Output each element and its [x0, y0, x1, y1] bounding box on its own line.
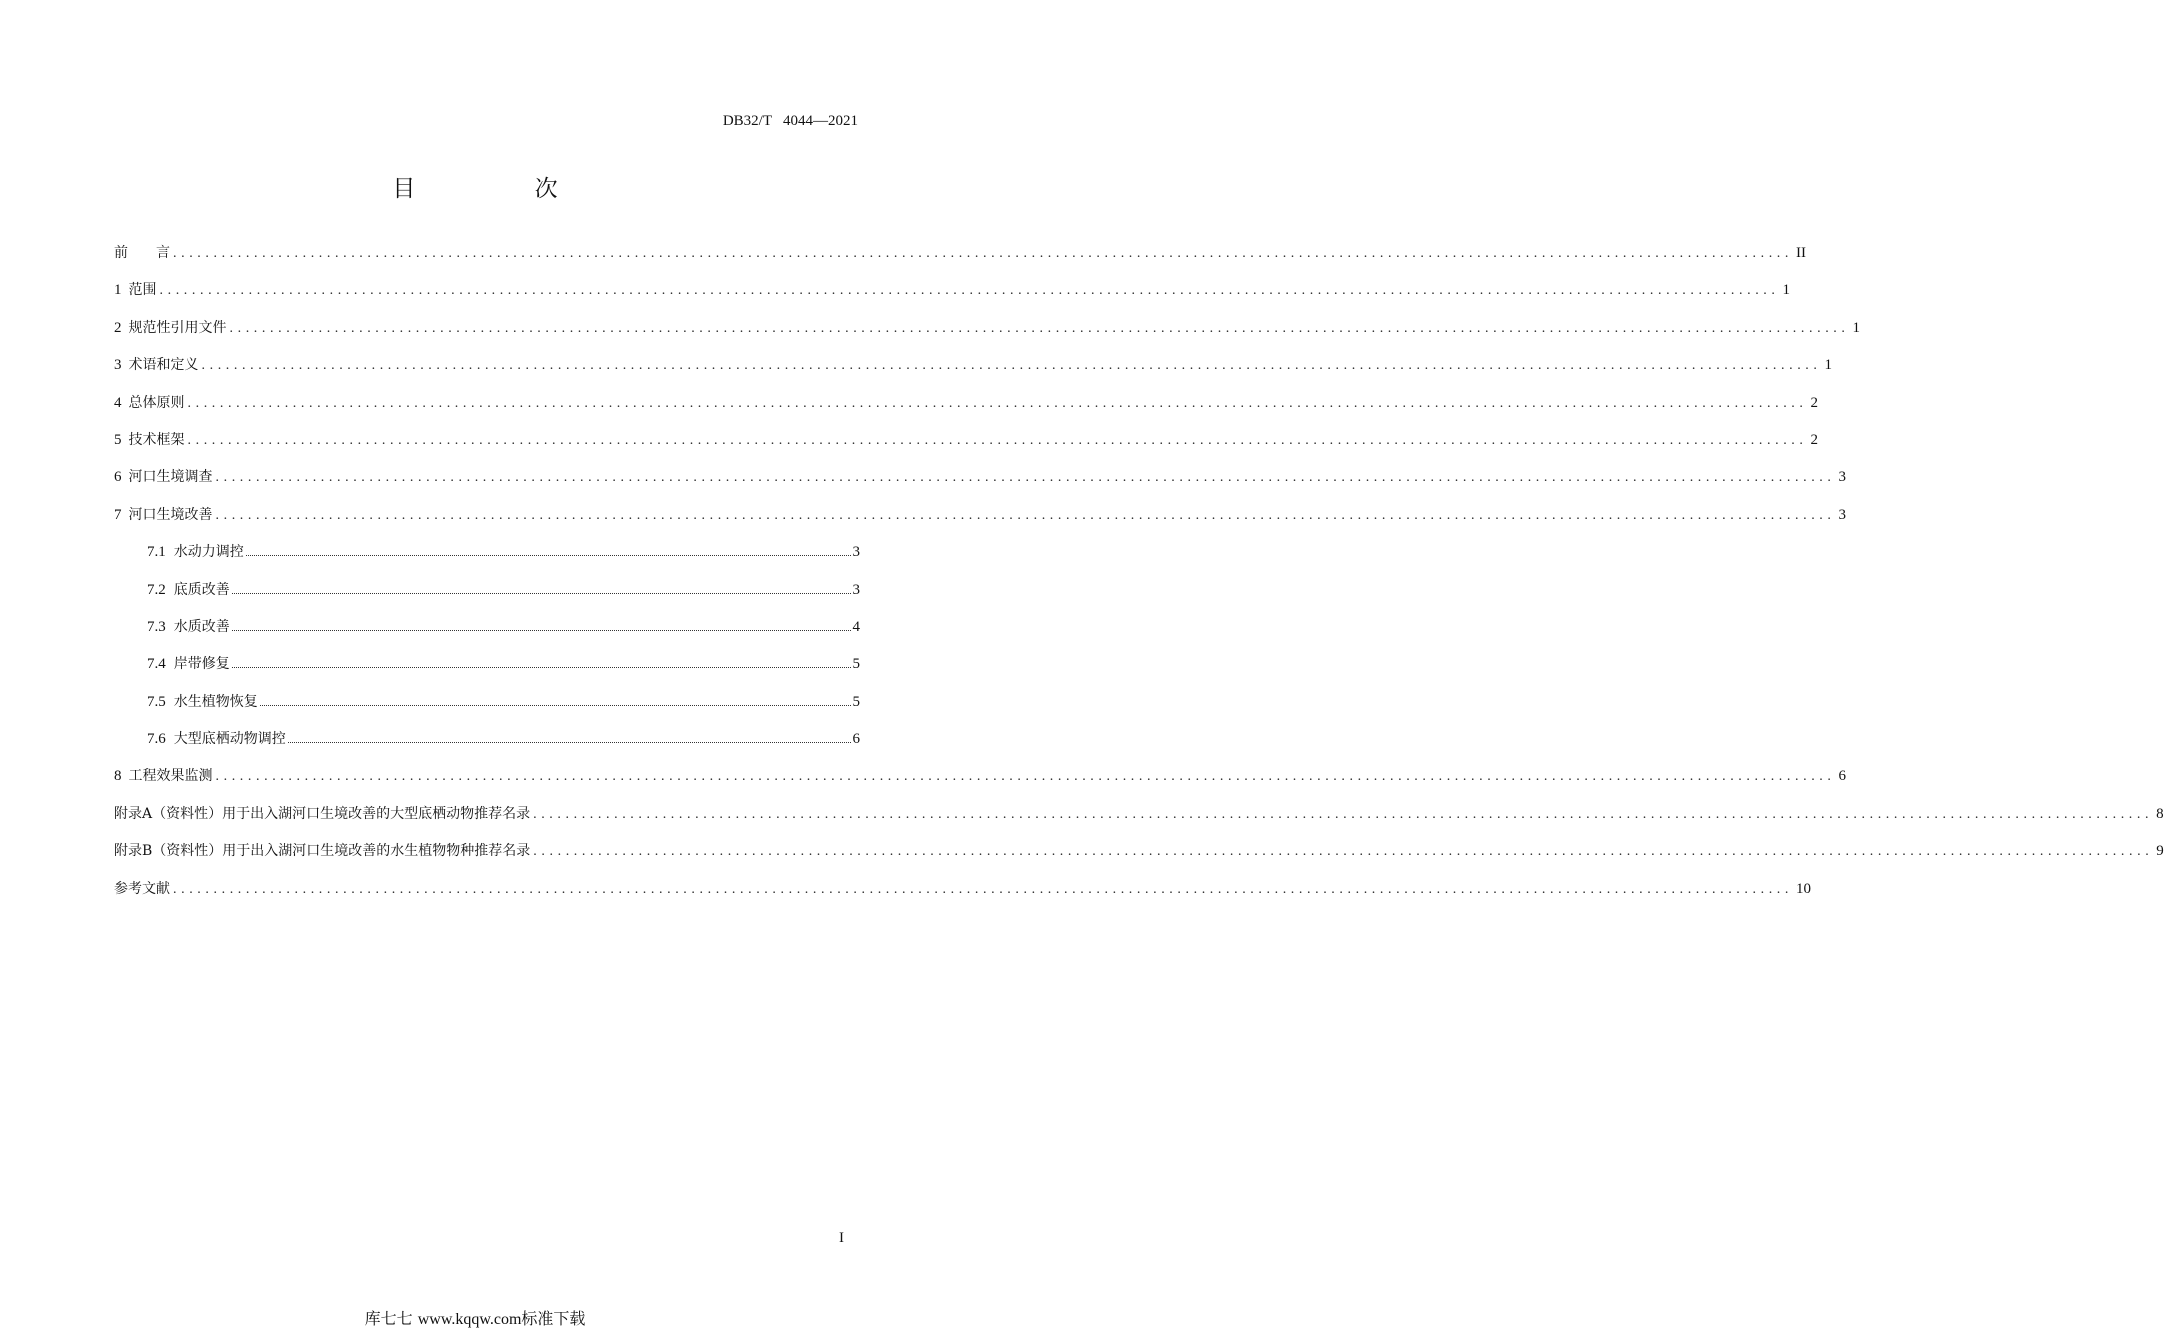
toc-entry-label: 水质改善	[173, 618, 230, 635]
toc-entry-page: 3	[852, 544, 860, 561]
toc-entry-page: 1	[1782, 282, 1790, 299]
toc-dot-leader: ........................................................................................................................................................................................................	[533, 844, 2154, 860]
toc-entry-page: 3	[1838, 469, 1846, 486]
toc-dot-leader: ........................................................................................................................................................................................................	[187, 395, 1808, 411]
toc-entry-label: 水生植物恢复	[173, 693, 258, 710]
toc-entry[interactable]	[114, 728, 860, 765]
toc-entry-number: 4	[114, 394, 122, 411]
toc-entry[interactable]	[114, 392, 1818, 429]
toc-entry-label: 前 言	[114, 245, 170, 261]
footer-suffix: 标准下载	[521, 1309, 586, 1328]
toc-entry-page: 6	[852, 731, 860, 748]
footer-site-name: 库七七	[364, 1309, 413, 1328]
toc-entry-label: 岸带修复	[173, 656, 230, 673]
toc-entry-number: 5	[114, 431, 122, 448]
toc-entry-label: 底质改善	[173, 581, 230, 598]
toc-dot-leader: ........................................................................................................................................................................................................	[187, 432, 1808, 448]
toc-dot-leader: ........................................................................................................................................................................................................	[533, 806, 2154, 822]
toc-entry-page: 6	[1838, 768, 1846, 785]
footer-url[interactable]: www.kqqw.com	[417, 1311, 522, 1328]
toc-entry[interactable]	[114, 429, 1818, 466]
toc-dot-leader: ........................................................................................................................................................................................................	[215, 769, 1836, 785]
toc-entry-number: 7.2	[147, 581, 166, 598]
toc-entry-label: 技术框架	[128, 431, 185, 448]
toc-entry[interactable]	[114, 691, 860, 728]
toc-entry-number: 3	[114, 357, 122, 374]
toc-title: 目 次	[392, 176, 614, 202]
toc-dot-leader	[246, 550, 851, 556]
toc-dot-leader: ........................................................................................................................................................................................................	[215, 470, 1836, 486]
toc-entry-page: 5	[852, 656, 860, 673]
toc-entry[interactable]	[114, 466, 1846, 503]
toc-entry-number: 7.3	[147, 618, 166, 635]
toc-entry-page: 1	[1824, 357, 1832, 374]
toc-dot-leader: ........................................................................................................................................................................................................	[159, 283, 1780, 299]
toc-dot-leader	[232, 588, 851, 594]
toc-entry-number: 7	[114, 506, 122, 523]
toc-entry-page: 9	[2156, 843, 2164, 860]
toc-entry-page: 2	[1810, 431, 1818, 448]
toc-entry[interactable]	[114, 878, 1811, 915]
toc-entry-label: 总体原则	[128, 394, 185, 411]
toc-dot-leader: ........................................................................................................................................................................................................	[201, 358, 1822, 374]
toc-entry-label: 范围	[128, 282, 157, 299]
toc-entry-page: 2	[1810, 394, 1818, 411]
toc-entry-label: 河口生境改善	[128, 506, 213, 523]
toc-entry-label: 术语和定义	[128, 357, 199, 374]
toc-dot-leader	[232, 662, 851, 668]
toc-dot-leader	[288, 737, 851, 743]
toc-entry[interactable]	[114, 803, 2164, 840]
toc-entry-label: 水动力调控	[173, 544, 244, 561]
toc-entry-page: 1	[1852, 319, 1860, 336]
toc-entry-number: 6	[114, 469, 122, 486]
document-code: DB32/T 4044—2021	[722, 113, 858, 129]
toc-entry-page: 4	[852, 618, 860, 635]
toc-entry[interactable]	[114, 504, 1846, 541]
toc-entry-number: 7.4	[147, 656, 166, 673]
toc-entry-page: 10	[1796, 880, 1811, 897]
toc-entry[interactable]	[114, 616, 860, 653]
toc-entry-page: 5	[852, 693, 860, 710]
toc-entry[interactable]	[114, 317, 1860, 354]
toc-entry[interactable]	[114, 279, 1790, 316]
toc-entry[interactable]	[114, 840, 2164, 877]
toc-entry-number: 1	[114, 282, 122, 299]
page-number: I	[839, 1230, 844, 1246]
toc-dot-leader	[232, 625, 851, 631]
toc-entry-number: 2	[114, 319, 122, 336]
toc-dot-leader: ........................................................................................................................................................................................................	[215, 507, 1836, 523]
toc-entry-page: 3	[852, 581, 860, 598]
toc-dot-leader	[260, 700, 851, 706]
toc-entry[interactable]	[114, 354, 1832, 391]
toc-entry-number: 8	[114, 768, 122, 785]
toc-dot-leader: ........................................................................................................................................................................................................	[173, 246, 1793, 261]
toc-entry[interactable]	[114, 242, 1806, 279]
toc-entry-page: 3	[1838, 506, 1846, 523]
toc-entry-label: 附录B（资料性）用于出入湖河口生境改善的水生植物物种推荐名录	[114, 843, 531, 860]
toc-entry[interactable]	[114, 579, 860, 616]
toc-entry-label: 规范性引用文件	[128, 319, 227, 336]
toc-dot-leader: ........................................................................................................................................................................................................	[173, 881, 1793, 897]
toc-entry[interactable]	[114, 541, 860, 578]
toc-entry-label: 参考文献	[114, 880, 170, 897]
table-of-contents	[114, 242, 2164, 915]
toc-entry-number: 7.6	[147, 731, 166, 748]
toc-entry-label: 工程效果监测	[128, 768, 213, 785]
toc-entry[interactable]	[114, 653, 860, 690]
toc-entry-number: 7.1	[147, 544, 166, 561]
toc-entry-page: 8	[2156, 805, 2164, 822]
toc-dot-leader: ........................................................................................................................................................................................................	[229, 320, 1850, 336]
toc-entry-page: II	[1796, 245, 1806, 261]
toc-entry-number: 7.5	[147, 693, 166, 710]
toc-entry[interactable]	[114, 765, 1846, 802]
toc-entry-label: 河口生境调查	[128, 469, 213, 486]
toc-entry-label: 大型底栖动物调控	[173, 731, 286, 748]
footer-watermark	[0, 1306, 950, 1329]
toc-entry-label: 附录A（资料性）用于出入湖河口生境改善的大型底栖动物推荐名录	[114, 805, 531, 822]
